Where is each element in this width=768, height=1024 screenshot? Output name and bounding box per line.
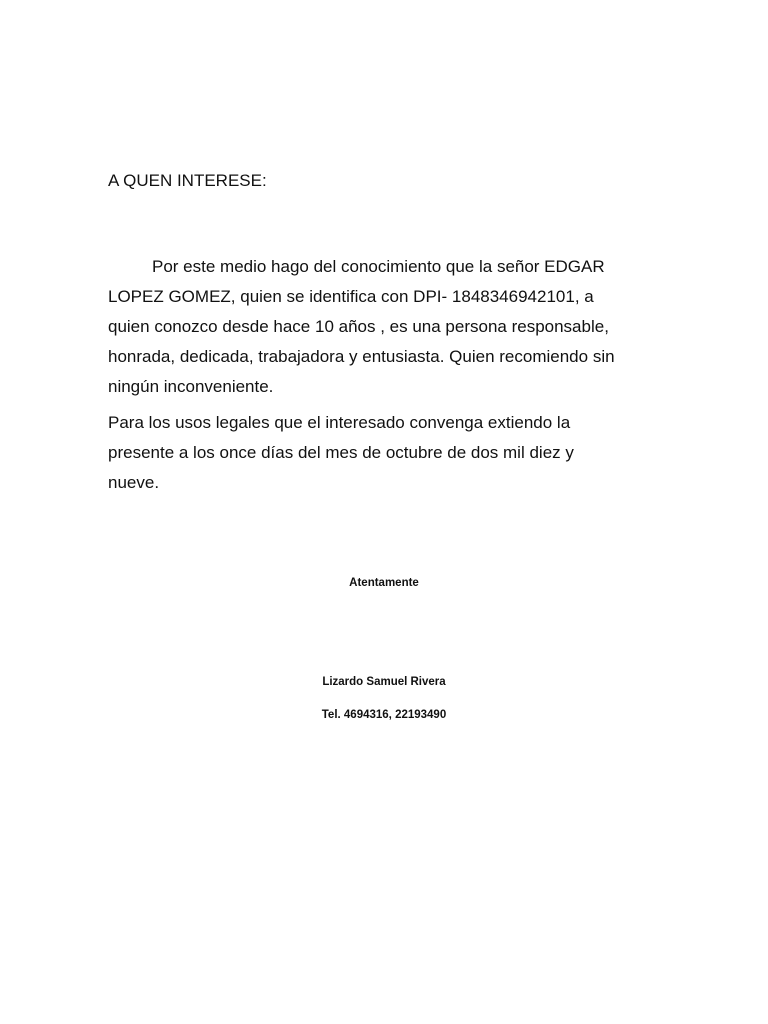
- greeting: A QUEN INTERESE:: [108, 171, 267, 190]
- paragraph-line-text: Por este medio hago del conocimiento que la señor EDGAR: [152, 257, 605, 276]
- signer-phone: Tel. 4694316, 22193490: [321, 709, 447, 721]
- paragraph-line: LOPEZ GOMEZ, quien se identifica con DPI- 1848346942101, a: [108, 287, 594, 306]
- paragraph-line: [108, 252, 668, 282]
- paragraph-line: nueve.: [108, 473, 160, 492]
- paragraph-line: ningún inconveniente.: [108, 377, 274, 396]
- closing-salutation: Atentamente: [349, 577, 419, 589]
- paragraph-legal-use: [108, 408, 668, 498]
- signer-name: Lizardo Samuel Rivera: [322, 676, 446, 688]
- paragraph-recommendation: [108, 252, 668, 402]
- paragraph-line: honrada, dedicada, trabajadora y entusiasta. Quien recomiendo sin: [108, 347, 615, 366]
- paragraph-line: quien conozco desde hace 10 años , es una persona responsable,: [108, 317, 609, 336]
- paragraph-line: Para los usos legales que el interesado convenga extiendo la: [108, 413, 571, 432]
- paragraph-line: presente a los once días del mes de octubre de dos mil diez y: [108, 443, 574, 462]
